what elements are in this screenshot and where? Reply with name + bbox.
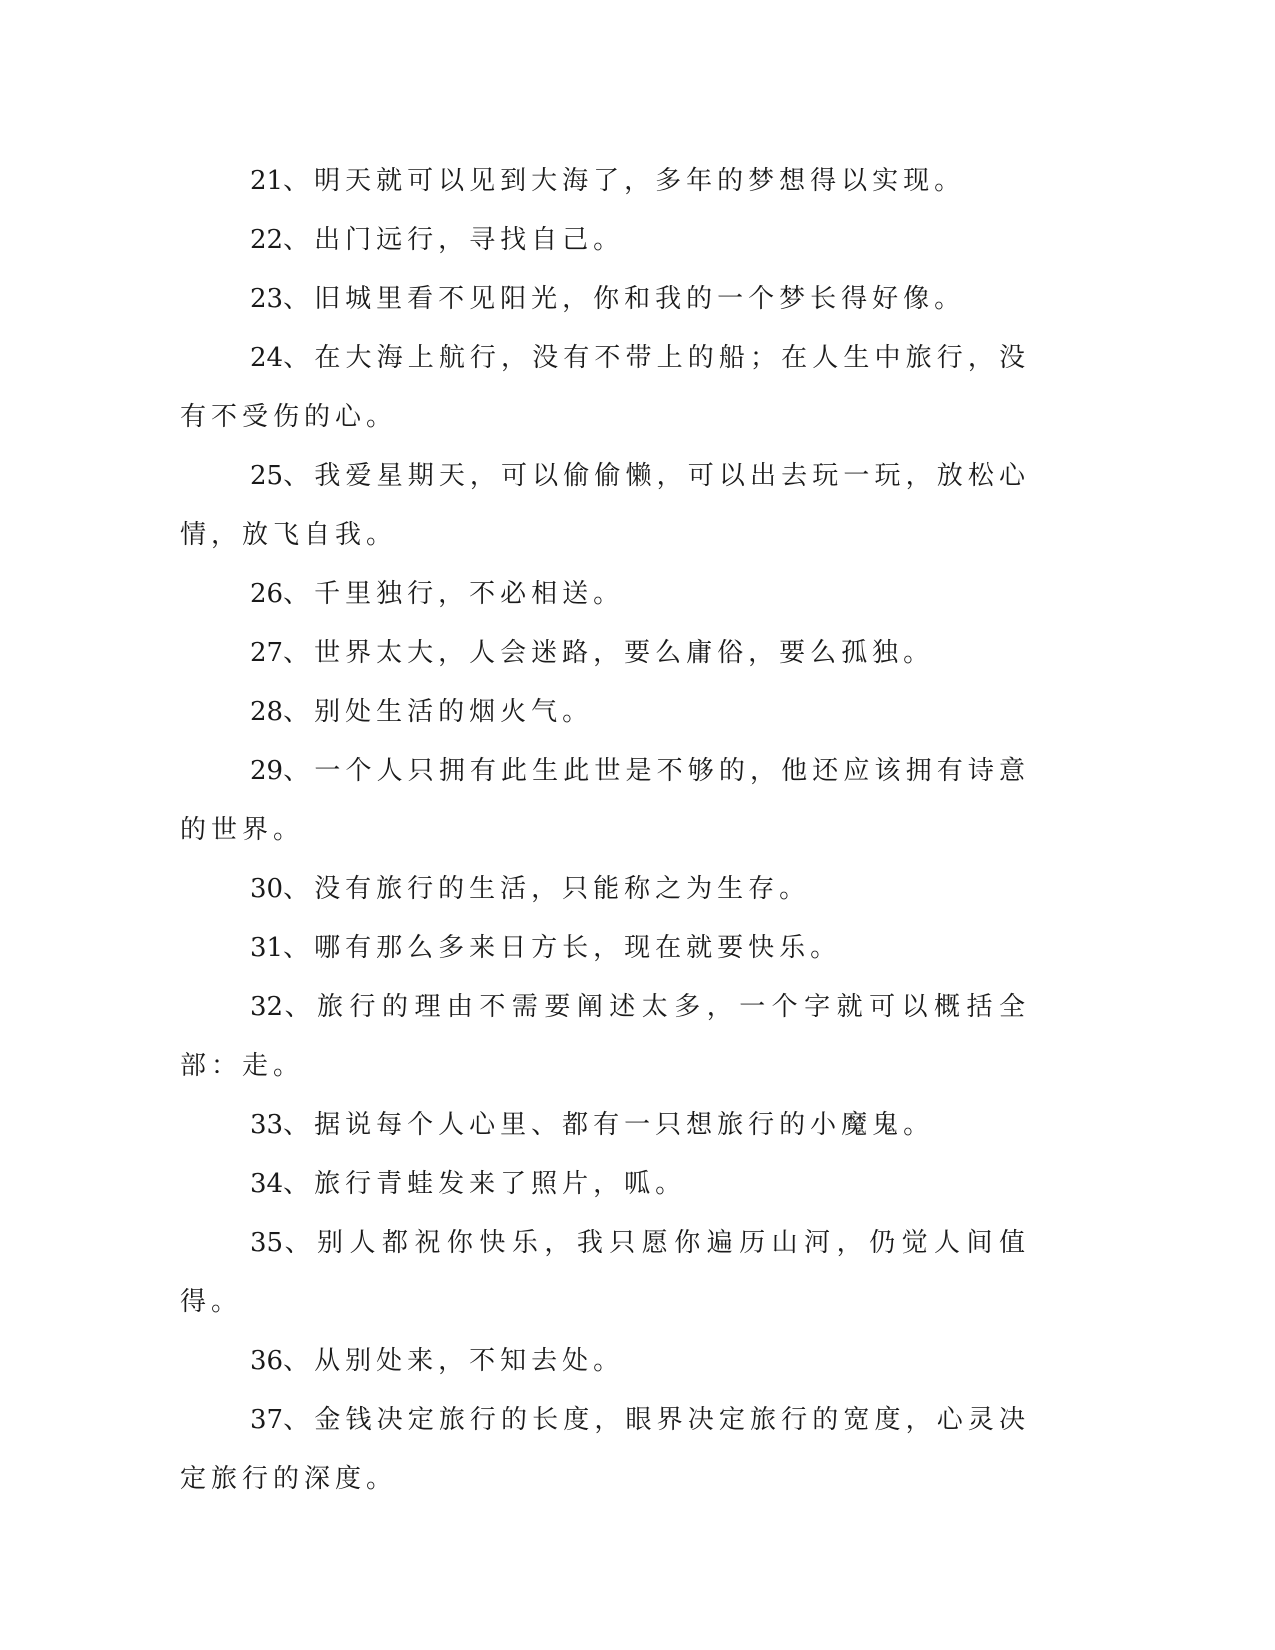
paragraph-24 <box>180 329 1030 447</box>
item-number: 26 <box>250 579 284 609</box>
item-number: 28 <box>250 697 284 727</box>
item-number: 22 <box>250 225 284 255</box>
paragraph-text: 、哪有那么多来日方长，现在就要快乐。 <box>283 933 842 963</box>
item-number: 31 <box>250 933 284 963</box>
paragraph-29 <box>180 742 1030 860</box>
paragraph-22 <box>180 211 1030 270</box>
item-number: 24 <box>250 343 284 373</box>
paragraph-33 <box>180 1096 1030 1155</box>
item-number: 33 <box>250 1110 284 1140</box>
item-number: 34 <box>250 1169 284 1199</box>
paragraph-text: 、从别处来，不知去处。 <box>283 1346 625 1376</box>
paragraph-text: 、金钱决定旅行的长度，眼界决定旅行的宽度，心灵决定旅行的深度。 <box>180 1405 1030 1494</box>
paragraph-text: 、别处生活的烟火气。 <box>283 697 594 727</box>
paragraph-32 <box>180 978 1030 1096</box>
paragraph-text: 、我爱星期天，可以偷偷懒，可以出去玩一玩，放松心情，放飞自我。 <box>180 461 1030 550</box>
paragraph-25 <box>180 447 1030 565</box>
paragraph-31 <box>180 919 1030 978</box>
item-number: 25 <box>250 461 284 491</box>
paragraph-27 <box>180 624 1030 683</box>
paragraph-21 <box>180 152 1030 211</box>
paragraph-36 <box>180 1332 1030 1391</box>
paragraph-37 <box>180 1391 1030 1509</box>
paragraph-text: 、别人都祝你快乐，我只愿你遍历山河，仍觉人间值得。 <box>180 1228 1030 1317</box>
paragraph-text: 、旧城里看不见阳光，你和我的一个梦长得好像。 <box>283 284 966 314</box>
item-number: 23 <box>250 284 284 314</box>
item-number: 35 <box>250 1228 284 1258</box>
paragraph-text: 、旅行青蛙发来了照片，呱。 <box>283 1169 687 1199</box>
paragraph-text: 、出门远行，寻找自己。 <box>283 225 625 255</box>
item-number: 37 <box>250 1405 284 1435</box>
paragraph-34 <box>180 1155 1030 1214</box>
paragraph-text: 、千里独行，不必相送。 <box>283 579 625 609</box>
paragraph-text: 、没有旅行的生活，只能称之为生存。 <box>283 874 811 904</box>
paragraph-23 <box>180 270 1030 329</box>
document-body <box>180 152 1030 1509</box>
item-number: 36 <box>250 1346 284 1376</box>
paragraph-28 <box>180 683 1030 742</box>
paragraph-26 <box>180 565 1030 624</box>
paragraph-text: 、明天就可以见到大海了，多年的梦想得以实现。 <box>283 166 966 196</box>
paragraph-text: 、世界太大，人会迷路，要么庸俗，要么孤独。 <box>283 638 935 668</box>
item-number: 27 <box>250 638 284 668</box>
paragraph-text: 、据说每个人心里、都有一只想旅行的小魔鬼。 <box>283 1110 935 1140</box>
paragraph-text: 、旅行的理由不需要阐述太多，一个字就可以概括全部：走。 <box>180 992 1030 1081</box>
item-number: 32 <box>250 992 284 1022</box>
paragraph-30 <box>180 860 1030 919</box>
paragraph-text: 、一个人只拥有此生此世是不够的，他还应该拥有诗意的世界。 <box>180 756 1030 845</box>
item-number: 21 <box>250 166 284 196</box>
item-number: 30 <box>250 874 284 904</box>
paragraph-35 <box>180 1214 1030 1332</box>
item-number: 29 <box>250 756 284 786</box>
paragraph-text: 、在大海上航行，没有不带上的船；在人生中旅行，没有不受伤的心。 <box>180 343 1030 432</box>
